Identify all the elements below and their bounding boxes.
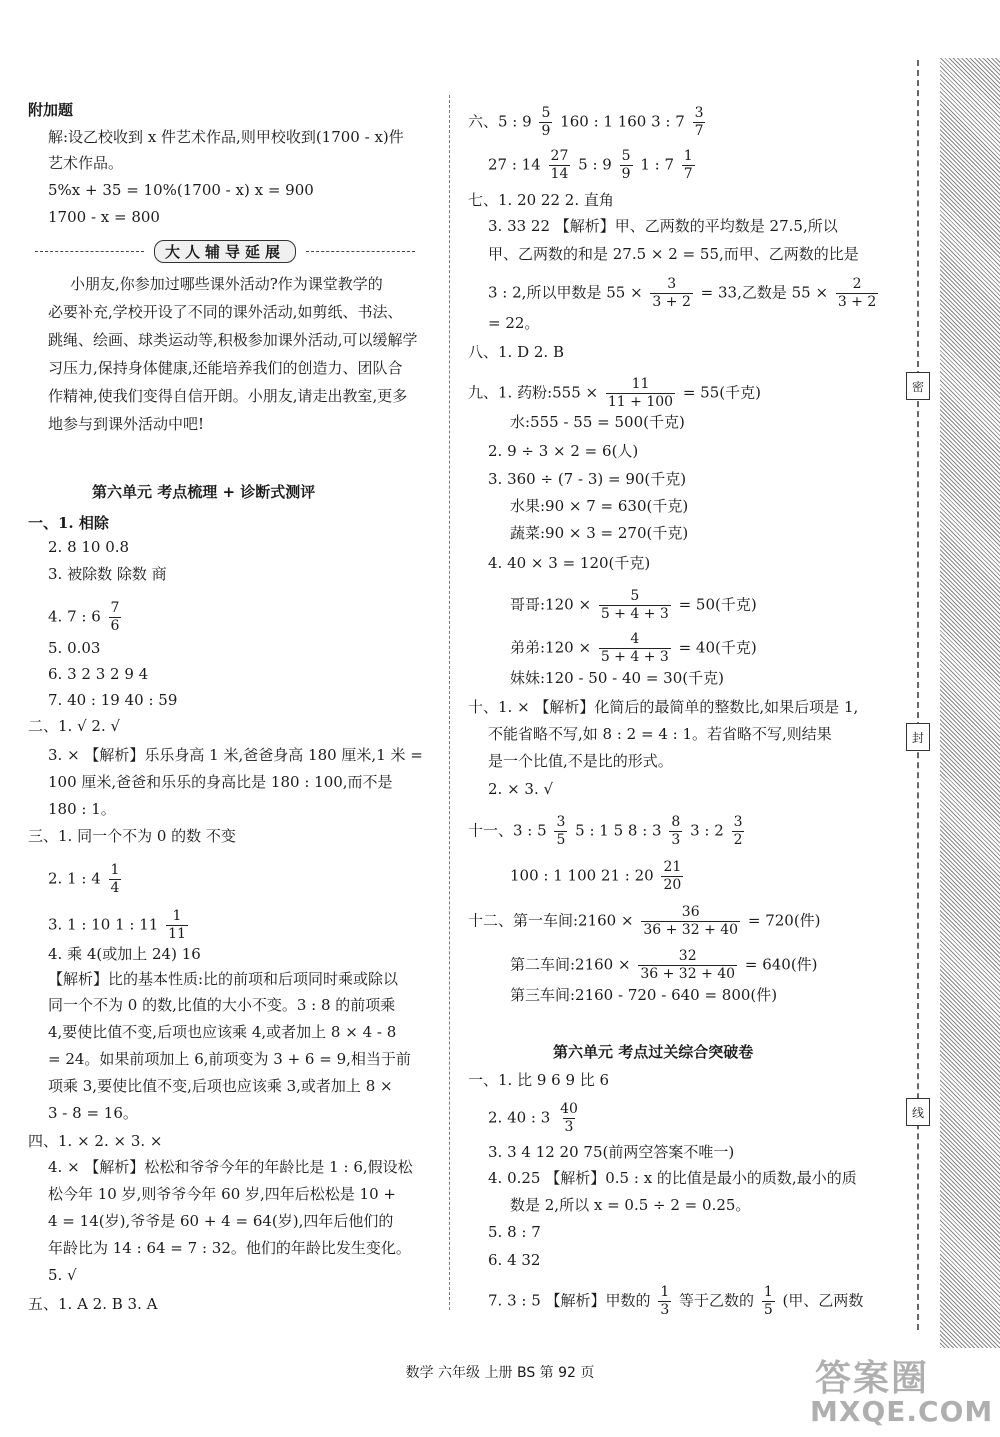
answer-line: 七、1. 20 22 2. 直角 <box>468 191 614 209</box>
banner-title: 大人辅导延展 <box>154 240 296 263</box>
answer-line: = 24。如果前项加上 6,前项变为 3 + 6 = 9,相当于前 <box>48 1050 411 1068</box>
answer-line: 九、1. 药粉:555 × $\frac{11}{11 + 100}$ = 55(千克) <box>468 376 761 410</box>
answer-line: 100 厘米,爸爸和乐乐的身高比是 180 : 100,而不是 <box>48 773 393 791</box>
answer-line: 5. 0.03 <box>48 639 101 657</box>
answer-line: 五、1. A 2. B 3. A <box>28 1295 158 1313</box>
answer-line: 2. 9 ÷ 3 × 2 = 6(人) <box>488 442 639 460</box>
fraction: $\frac{7}{6}$ <box>110 600 120 634</box>
binding-mark: 密 <box>906 372 930 400</box>
answer-line: 3. 1 : 10 1 : 11 $\frac{1}{11}$ <box>48 908 186 942</box>
answer-line: 甲、乙两数的和是 27.5 × 2 = 55,而甲、乙两数的比是 <box>488 245 859 263</box>
watermark-url: MXQE.COM <box>810 1395 994 1428</box>
unit-title: 第六单元 考点梳理 + 诊断式测评 <box>92 483 316 501</box>
watermark-logo: 答案圈 <box>815 1358 930 1399</box>
answer-line: 一、1. 比 9 6 9 比 6 <box>468 1071 610 1089</box>
answer-line: 5. 8 : 7 <box>488 1223 541 1241</box>
answer-line: 十一、3 : 5 $\frac{3}{5}$ 5 : 1 5 8 : 3 $\frac{8}{3}$ 3 : 2 $\frac{3}{2}$ <box>468 814 743 848</box>
answer-line: 四、1. × 2. × 3. × <box>28 1132 163 1150</box>
answer-line: 4. 乘 4(或加上 24) 16 <box>48 945 201 963</box>
answer-line: 三、1. 同一个不为 0 的数 不变 <box>28 827 236 845</box>
answer-line: 3 - 8 = 16。 <box>48 1104 138 1122</box>
answer-line: 哥哥:120 × $\frac{5}{5 + 4 + 3}$ = 50(千克) <box>510 588 757 622</box>
answer-line: 7. 3 : 5 【解析】甲数的 $\frac{1}{3}$ 等于乙数的 $\frac{1}{5}$ (甲、乙两数 <box>488 1284 864 1318</box>
answer-line: 二、1. √ 2. √ <box>28 717 121 735</box>
binding-line <box>917 60 919 1330</box>
page-footer: 数学 六年级 上册 BS 第 92 页 <box>405 1365 595 1381</box>
answer-line: 3. 33 22 【解析】甲、乙两数的平均数是 27.5,所以 <box>488 217 838 235</box>
answer-line: 7. 40 : 19 40 : 59 <box>48 691 178 709</box>
answer-line: 3. × 【解析】乐乐身高 1 米,爸爸身高 180 厘米,1 米 = <box>48 746 423 764</box>
answer-line: 一、1. 相除 <box>28 514 109 532</box>
answer-line: 【解析】比的基本性质:比的前项和后项同时乘或除以 <box>48 970 399 988</box>
answer-line: 3 : 2,所以甲数是 55 × $\frac{3}{3 + 2}$ = 33,乙数是 55 × $\frac{2}{3 + 2}$ <box>488 276 877 310</box>
answer-line: 2. × 3. √ <box>488 780 554 798</box>
para-line: 跳绳、绘画、球类运动等,积极参加课外活动,可以缓解学 <box>48 331 418 349</box>
answer-line: 松今年 10 岁,则爷爷今年 60 岁,四年后松松是 10 + <box>48 1185 396 1203</box>
answer-line: 4. 40 × 3 = 120(千克) <box>488 554 651 572</box>
column-divider <box>449 95 450 1310</box>
answer-line: 3. 360 ÷ (7 - 3) = 90(千克) <box>488 470 687 488</box>
fujia-line: 解:设乙校收到 x 件艺术作品,则甲校收到(1700 - x)件 <box>48 128 404 146</box>
answer-line: 3. 3 4 12 20 75(前两空答案不唯一) <box>488 1143 735 1161</box>
binding-mark: 线 <box>906 1098 930 1126</box>
para-line: 地参与到课外活动中吧! <box>48 415 205 433</box>
answer-line: 六、5 : 9 $\frac{5}{9}$ 160 : 1 160 3 : 7 $\frac{3}{7}$ <box>468 105 704 139</box>
fraction: $\frac{1}{4}$ <box>110 862 120 896</box>
answer-line: 100 : 1 100 21 : 20 $\frac{21}{20}$ <box>510 859 682 893</box>
answer-line: 水果:90 × 7 = 630(千克) <box>510 497 689 515</box>
answer-line: 水:555 - 55 = 500(千克) <box>510 413 685 431</box>
answer-line: 妹妹:120 - 50 - 40 = 30(千克) <box>510 669 724 687</box>
binding-hatch-strip <box>940 58 1000 1348</box>
answer-line: 4 = 14(岁),爷爷是 60 + 4 = 64(岁),四年后他们的 <box>48 1212 394 1230</box>
answer-line: 项乘 3,要使比值不变,后项也应该乘 3,或者加上 8 × <box>48 1077 393 1095</box>
unit-title: 第六单元 考点过关综合突破卷 <box>553 1043 754 1061</box>
parent-banner <box>35 240 415 262</box>
answer-line: 2. 1 : 4 $\frac{1}{4}$ <box>48 862 120 896</box>
para-line: 小朋友,你参加过哪些课外活动?作为课堂教学的 <box>70 275 383 293</box>
answer-line: 180 : 1。 <box>48 800 116 818</box>
fujia-line: 5%x + 35 = 10%(1700 - x) x = 900 <box>48 181 314 199</box>
answer-line: 6. 4 32 <box>488 1251 541 1269</box>
answer-line: 3. 被除数 除数 商 <box>48 565 167 583</box>
para-line: 习压力,保持身体健康,还能培养我们的创造力、团队合 <box>48 359 403 377</box>
answer-line: 4. 0.25 【解析】0.5 : x 的比值是最小的质数,最小的质 <box>488 1169 857 1187</box>
answer-line: 弟弟:120 × $\frac{4}{5 + 4 + 3}$ = 40(千克) <box>510 631 757 665</box>
answer-line: 6. 3 2 3 2 9 4 <box>48 665 149 683</box>
answer-line: 5. √ <box>48 1266 77 1284</box>
answer-line: 4,要使比值不变,后项也应该乘 4,或者加上 8 × 4 - 8 <box>48 1023 397 1041</box>
answer-line: 年龄比为 14 : 64 = 7 : 32。他们的年龄比发生变化。 <box>48 1239 411 1257</box>
fujia-title: 附加题 <box>28 101 74 119</box>
answer-line: 十二、第一车间:2160 × $\frac{36}{36 + 32 + 40}$ = 720(件) <box>468 904 821 938</box>
answer-line: 27 : 14 $\frac{27}{14}$ 5 : 9 $\frac{5}{9}$ 1 : 7 $\frac{1}{7}$ <box>488 148 693 182</box>
para-line: 作精神,使我们变得自信开朗。小朋友,请走出教室,更多 <box>48 387 408 405</box>
answer-line: 不能省略不写,如 8 : 2 = 4 : 1。若省略不写,则结果 <box>488 725 832 743</box>
answer-line: 同一个不为 0 的数,比值的大小不变。3 : 8 的前项乘 <box>48 996 396 1014</box>
binding-mark: 封 <box>906 723 930 751</box>
answer-line: 4. × 【解析】松松和爷爷今年的年龄比是 1 : 6,假设松 <box>48 1158 413 1176</box>
answer-line: 第三车间:2160 - 720 - 640 = 800(件) <box>510 986 778 1004</box>
answer-line: = 22。 <box>488 314 540 332</box>
answer-line: 数是 2,所以 x = 0.5 ÷ 2 = 0.25。 <box>510 1196 751 1214</box>
answer-line: 十、1. × 【解析】化简后的最简单的整数比,如果后项是 1, <box>468 698 859 716</box>
fujia-line: 1700 - x = 800 <box>48 208 160 226</box>
fraction: $\frac{1}{11}$ <box>168 908 186 942</box>
answer-line: 八、1. D 2. B <box>468 343 564 361</box>
answer-line: 4. 7 : 6 $\frac{7}{6}$ <box>48 600 120 634</box>
answer-line: 2. 40 : 3 $\frac{40}{3}$ <box>488 1101 578 1135</box>
fujia-line: 艺术作品。 <box>48 154 124 172</box>
para-line: 必要补充,学校开设了不同的课外活动,如剪纸、书法、 <box>48 303 403 321</box>
answer-line: 第二车间:2160 × $\frac{32}{36 + 32 + 40}$ = 640(件) <box>510 948 818 982</box>
answer-line: 是一个比值,不是比的形式。 <box>488 752 673 770</box>
answer-line: 2. 8 10 0.8 <box>48 538 130 556</box>
answer-line: 蔬菜:90 × 3 = 270(千克) <box>510 524 689 542</box>
